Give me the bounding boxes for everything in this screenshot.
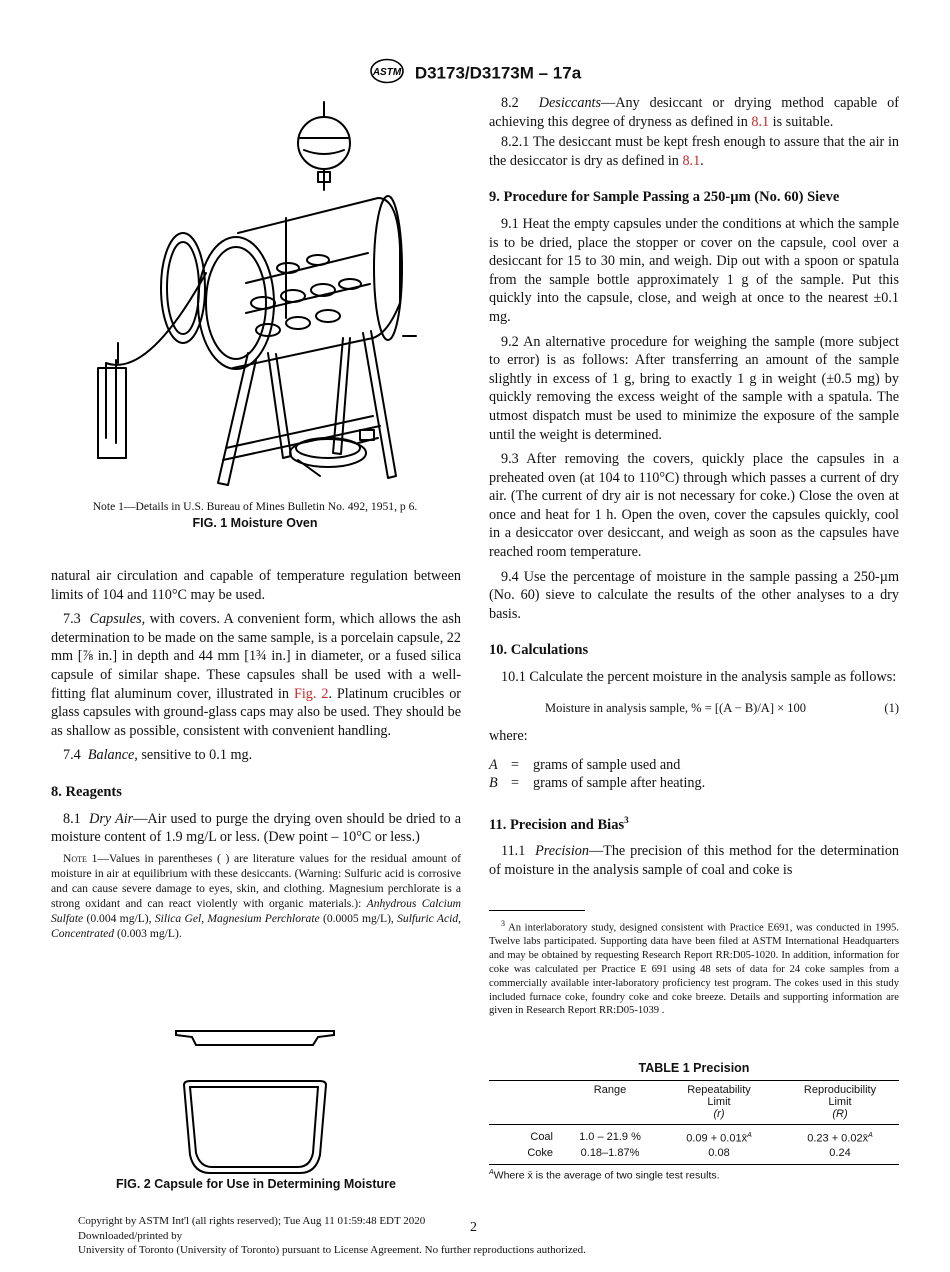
section-9-2: 9.2 An alternative procedure for weighing the sample (more subject to error) is as follows: After transferring an amount of the sample slightly in excess of 1 g, bring to exactly 1 g in weight (±0.5 mg) by quickly removing the excess weight of the sample with a spatula. The utmost dispatch must be used to minimize the exposure of the sample until the weight is determined. (489, 333, 899, 443)
section-8-heading: 8. Reagents (51, 783, 122, 800)
left-column (51, 567, 461, 941)
section-10-1: 10.1 Calculate the percent moisture in the analysis sample as follows: (501, 669, 897, 686)
where-label: where: (489, 728, 528, 745)
section-11-heading: 11. Precision and Bias$^3$ (489, 815, 629, 833)
section-9-heading: 9. Procedure for Sample Passing a 250-µm (No. 60) Sieve (489, 189, 840, 206)
right-column (489, 94, 899, 880)
figure-1-moisture-oven (88, 98, 468, 493)
section-9-1: 9.1 Heat the empty capsules under the conditions at which the sample is to be dried, place the stopper or cover on the capsule, cool over a desiccant for 15 to 30 min, and weigh. Dip out with a spoon or spatula from the sample bottle approximately 1 g of the sample. Put this quickly into the capsule, close, and weigh at once to the nearest ±0.1 mg. (489, 215, 899, 325)
section-7-3: 7.3 Capsules, with covers. A convenient form, which allows the ash determination to be made on the same sample, is a porcelain capsule, 22 mm [⅞ in.] in depth and 44 mm [1¾ in.] in diameter, or a fused silica capsule of similar shape. These capsules shall be used with a well-fitting flat aluminum cover, illustrated in Fig. 2. Platinum crucibles or glass capsules with ground-glass caps may also be used. They should be as shallow as possible, consistent with convenient handling. (51, 611, 462, 739)
section-8-2: 8.2 Desiccants—Any desiccant or drying method capable of achieving this degree of dryness as defined in 8.1 is suitable. (489, 95, 900, 130)
section-8-2-1: 8.2.1 The desiccant must be kept fresh enough to assure that the air in the desiccator is dry as defined in 8.1. (489, 134, 899, 169)
equation-number: (1) (884, 700, 899, 715)
section-9-4: 9.4 Use the percentage of moisture in the sample passing a 250-µm (No. 60) sieve to calculate the results of the other analyses to a dry basis. (489, 568, 899, 622)
table-1 (489, 1061, 899, 1181)
definition-row: A = grams of sample used and (489, 756, 681, 773)
page-header (0, 58, 950, 89)
table-header-row: Range Repeatability Limit (r) Reproducibility Limit (R) (489, 1081, 899, 1125)
precision-table (489, 1080, 899, 1165)
section-11-1: 11.1 Precision—The precision of this method for the determination of moisture in the analysis sample of coal and coke is (489, 843, 900, 879)
table-row: Coal 1.0 – 21.9 % 0.09 + 0.01x̄$^A$ 0.23 + 0.02x̄$^A$ (530, 1131, 873, 1145)
variable-definitions (489, 756, 899, 793)
section-9-3: 9.3 After removing the covers, quickly place the capsules in a preheated oven (at 104 to 110°C) through which passes a current of dry air. (The current of dry air is not necessary for coke.) Close the oven at once and heat for 1 h. Open the oven, cover the capsules quickly, cool in a desiccator over desiccant, and weigh as soon as the capsules have reached room temperature. (489, 451, 899, 561)
fig-2-link[interactable]: Fig. 2 (293, 685, 329, 702)
section-7-4: 7.4 Balance, sensitive to 0.1 mg. (63, 747, 253, 764)
figure-2-caption: FIG. 2 Capsule for Use in Determining Moisture (116, 1177, 396, 1191)
equation-text: Moisture in analysis sample, % = [(A − B)/A] × 100 (545, 700, 807, 715)
equation-1 (489, 699, 899, 718)
reagents-note: Note 1—Values in parentheses ( ) are literature values for the residual amount of moisture in air at equilibrium with these desiccants. (Warning: Sulfuric acid is corrosive and can cause severe damage to eyes, skin, and clothing. Magnesium perchlorate is a strong oxidant and can react violently with organic materials.): Anhydrous Calcium Sulfate (0.004 mg/L), Silica Gel, Magnesium Perchlorate (0.0005 mg/L), Sulfuric Acid, Concentrated (0.003 mg/L). (51, 851, 462, 940)
section-10-heading: 10. Calculations (489, 642, 589, 659)
figure-1-caption: FIG. 1 Moisture Oven (192, 516, 318, 530)
document-designation: D3173/D3173M – 17a (414, 63, 582, 83)
svg-text:ASTM: ASTM (372, 67, 401, 78)
section-8-1: 8.1 Dry Air—Air used to purge the drying oven should be dried to a moisture content of 1.9 mg/L or less. (Dew point – 10°C or less.) (51, 810, 462, 846)
figure-2-capsule (170, 1025, 340, 1175)
definition-row: B = grams of sample after heating. (489, 775, 706, 792)
figure-1-note: Note 1—Details in U.S. Bureau of Mines Bulletin No. 492, 1951, p 6. (92, 500, 418, 513)
table-1-footnote: $^A$Where x̄ is the average of two single test results. (489, 1168, 720, 1182)
astm-logo (369, 58, 405, 89)
copyright-footer: Copyright by ASTM Int'l (all rights reserved); Tue Aug 11 01:59:48 EDT 2020 Downloaded/printed by University of Toronto (University of Toronto) pursuant to License Agreement. No further reproductions authorized. (78, 1215, 586, 1256)
section-8-1-link[interactable]: 8.1 (682, 152, 701, 169)
footnote-3: $^3$ An interlaboratory study, designed consistent with Practice E691, was conducted in 1995. Twelve labs participated. Supporting data have been filed at ASTM International Headquarters and may be obtained by requesting Research Report RR:D05-1020. In addition, information for coke was calculated per Practice E 691 using 48 sets of data for 24 coke samples from a commercially available inter-laboratory proficiency test program. The cokes used in this study included furnace coke, foundry coke and coke breeze. Details and supporting information are given in Research Report RR:D05-1039 . (489, 910, 899, 1018)
paragraph-7-2-continued: natural air circulation and capable of temperature regulation between limits of 104 and 110°C may be used. (51, 568, 461, 603)
footnote-rule (489, 910, 585, 911)
page-number: 2 (470, 1220, 477, 1235)
table-row: Coke 0.18–1.87% 0.08 0.24 (527, 1146, 851, 1159)
table-1-caption: TABLE 1 Precision (638, 1061, 750, 1075)
section-8-1-link[interactable]: 8.1 (751, 113, 770, 130)
